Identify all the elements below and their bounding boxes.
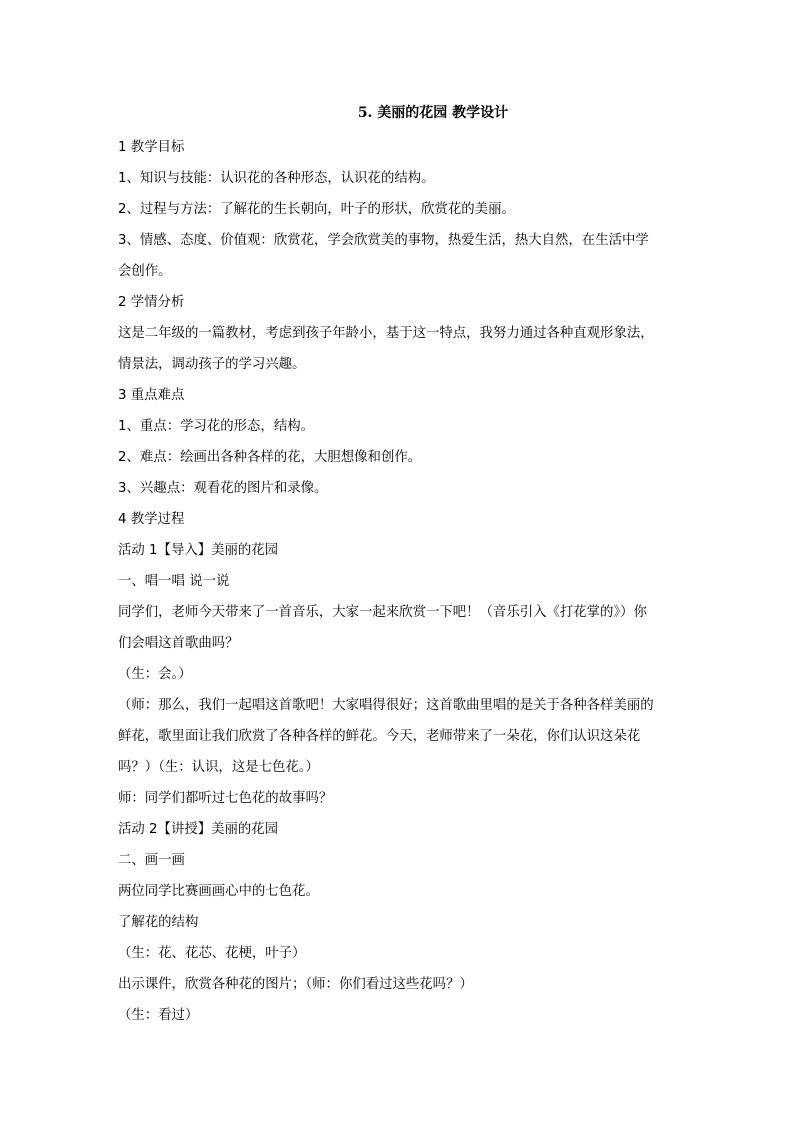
section-heading: 3 重点难点: [118, 388, 185, 403]
section-heading: 1 教学目标: [118, 140, 185, 155]
paragraph-line: 1、重点：学习花的形态，结构。: [118, 419, 314, 434]
paragraph-line: （生：看过）: [118, 1008, 199, 1023]
paragraph-line: 师：同学们都听过七色花的故事吗？: [118, 791, 333, 806]
paragraph-line: 这是二年级的一篇教材，考虑到孩子年龄小，基于这一特点，我努力通过各种直观形象法，: [118, 326, 654, 341]
paragraph-line: （师：那么，我们一起唱这首歌吧！大家唱得很好；这首歌曲里唱的是关于各种各样美丽的: [118, 698, 654, 713]
paragraph-line: 吗？）（生：认识，这是七色花。）: [118, 760, 319, 775]
paragraph-line: 两位同学比赛画画心中的七色花。: [118, 884, 319, 899]
paragraph-line: 2、难点：绘画出各种各样的花，大胆想像和创作。: [118, 450, 422, 465]
paragraph-line: 会创作。: [118, 264, 172, 279]
paragraph-line: （生：花、花芯、花梗，叶子）: [118, 946, 306, 961]
section-heading: 2 学情分析: [118, 295, 185, 310]
paragraph-line: 们会唱这首歌曲吗？: [118, 636, 239, 651]
document-title: 5. 美丽的花园 教学设计: [357, 105, 509, 121]
activity-heading: 活动 2【讲授】美丽的花园: [118, 822, 279, 837]
paragraph-line: 出示课件，欣赏各种花的图片；（师：你们看过这些花吗？）: [118, 977, 473, 992]
paragraph-line: 了解花的结构: [118, 915, 199, 930]
paragraph-line: 同学们，老师今天带来了一首音乐，大家一起来欣赏一下吧！（音乐引入《打花掌的》）你: [118, 605, 647, 620]
paragraph-line: 二、画一画: [118, 853, 185, 868]
paragraph-line: 鲜花，歌里面让我们欣赏了各种各样的鲜花。今天，老师带来了一朵花，你们认识这朵花: [118, 729, 641, 744]
section-heading: 4 教学过程: [118, 512, 185, 527]
activity-heading: 活动 1【导入】美丽的花园: [118, 543, 279, 558]
paragraph-line: 3、情感、态度、价值观：欣赏花，学会欣赏美的事物，热爱生活，热大自然，在生活中学: [118, 233, 649, 248]
paragraph-line: 情景法，调动孩子的学习兴趣。: [118, 357, 306, 372]
paragraph-line: 一、唱一唱 说一说: [118, 574, 230, 589]
paragraph-line: 2、过程与方法：了解花的生长朝向，叶子的形状，欣赏花的美丽。: [118, 202, 515, 217]
paragraph-line: 3、兴趣点：观看花的图片和录像。: [118, 481, 328, 496]
paragraph-line: 1、知识与技能：认识花的各种形态，认识花的结构。: [118, 171, 435, 186]
paragraph-line: （生：会。）: [118, 667, 192, 682]
